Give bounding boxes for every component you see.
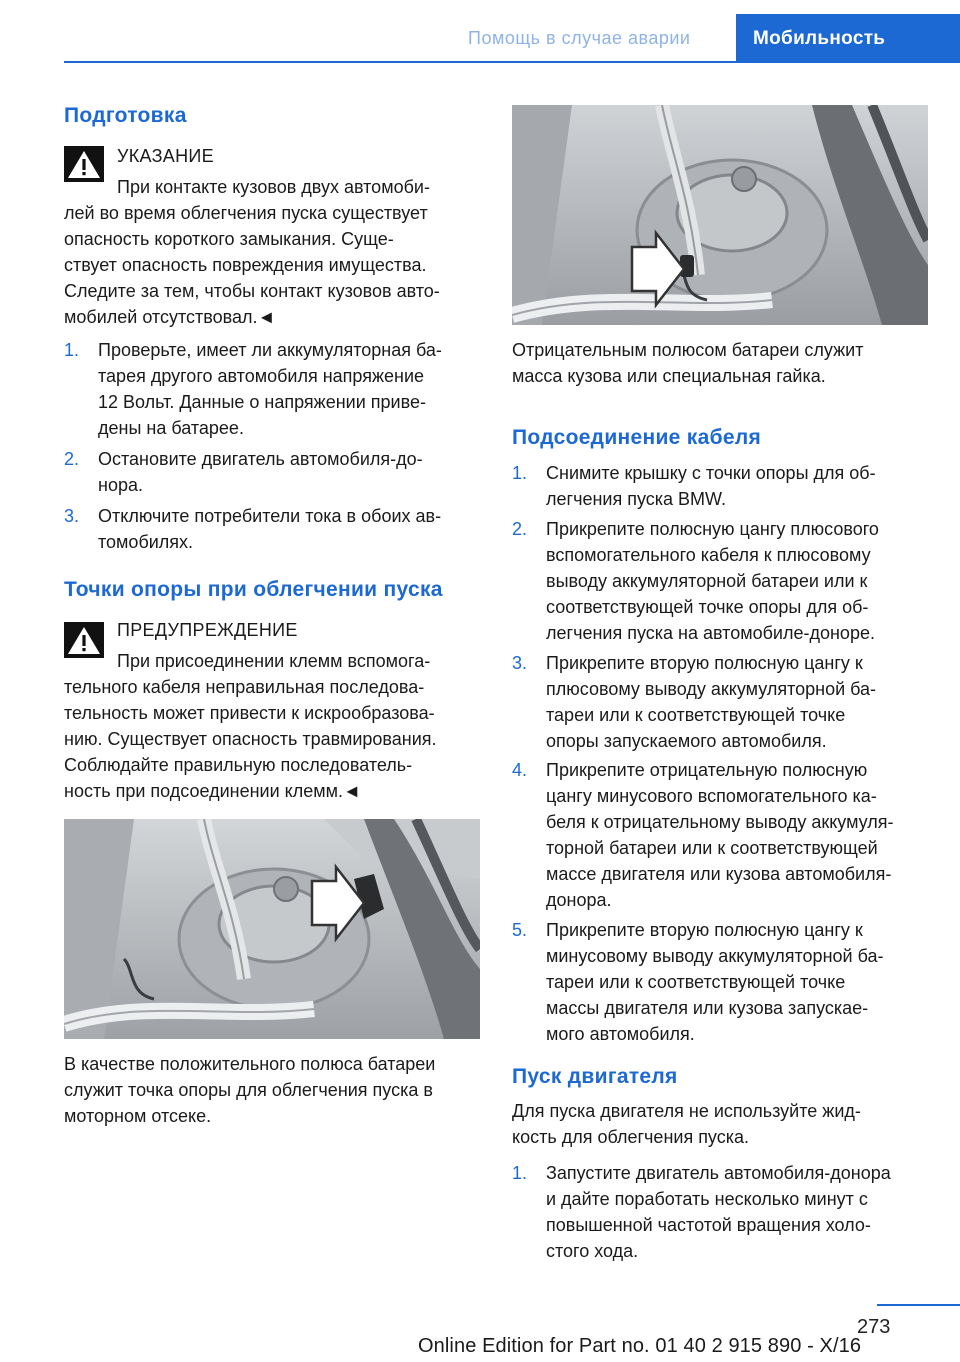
step-number: 3. xyxy=(512,653,528,673)
step-line: тареи или к соответствующей точке xyxy=(546,705,846,725)
step-line: Прикрепите вторую полюсную цангу к xyxy=(546,653,863,673)
step-line: 12 Вольт. Данные о напряжении приве- xyxy=(98,392,426,412)
step-line: выводу аккумуляторной батареи или к xyxy=(546,571,868,591)
step-line: нора. xyxy=(98,475,143,495)
footer-rule xyxy=(877,1304,960,1306)
positive-caption-line-3: моторном отсеке. xyxy=(64,1106,212,1126)
notice-line-6: мобилей отсутствовал.◄ xyxy=(64,307,276,327)
notice-label: УКАЗАНИЕ xyxy=(117,146,214,166)
notice-line-2: лей во время облегчения пуска существует xyxy=(64,203,428,223)
step-line: Запустите двигатель автомобиля-донора xyxy=(546,1163,891,1183)
warning-line-6: ность при подсоединении клемм.◄ xyxy=(64,781,361,801)
notice-line-4: ствует опасность повреждения имущества. xyxy=(64,255,427,275)
notice-line-5: Следите за тем, чтобы контакт кузовов авто- xyxy=(64,281,440,301)
negative-caption-line-2: масса кузова или специальная гайка. xyxy=(512,366,826,386)
warning-label: ПРЕДУПРЕЖДЕНИЕ xyxy=(117,620,298,640)
step-line: легчения пуска BMW. xyxy=(546,489,727,509)
step-line: донора. xyxy=(546,890,612,910)
step-line: тарея другого автомобиля напряжение xyxy=(98,366,425,386)
connect-heading: Подсоединение кабеля xyxy=(512,426,762,449)
step-line: опоры запускаемого автомобиля. xyxy=(546,731,827,751)
step-line: тареи или к соответствующей точке xyxy=(546,972,846,992)
step-line: минусовому выводу аккумуляторной ба- xyxy=(546,946,884,966)
step-line: дены на батарее. xyxy=(98,418,244,438)
step-line: массе двигателя или кузова автомобиля- xyxy=(546,864,892,884)
notice-line-3: опасность короткого замыкания. Суще- xyxy=(64,229,394,249)
notice-line-1: При контакте кузовов двух автомоби- xyxy=(117,177,430,197)
step-number: 1. xyxy=(64,340,80,360)
step-line: беля к отрицательному выводу аккумуля- xyxy=(546,812,894,832)
section-tab[interactable]: Помощь в случае аварии xyxy=(468,28,691,48)
step-line: плюсовому выводу аккумуляторной ба- xyxy=(546,679,877,699)
step-line: соответствующей точке опоры для об- xyxy=(546,597,869,617)
step-line: и дайте поработать несколько минут с xyxy=(546,1189,868,1209)
engine-bay-positive-photo xyxy=(64,819,480,1039)
step-number: 3. xyxy=(64,506,80,526)
step-line: Отключите потребители тока в обоих ав- xyxy=(98,506,442,526)
step-line: мого автомобиля. xyxy=(546,1024,695,1044)
start-intro-line-1: Для пуска двигателя не используйте жид- xyxy=(512,1101,861,1121)
start-heading: Пуск двигателя xyxy=(512,1065,678,1088)
warning-line-1: При присоединении клемм вспомога- xyxy=(117,651,431,671)
step-number: 1. xyxy=(512,1163,528,1183)
step-number: 5. xyxy=(512,920,528,940)
prep-heading: Подготовка xyxy=(64,104,187,127)
engine-bay-negative-photo xyxy=(512,105,928,325)
step-line: Остановите двигатель автомобиля-до- xyxy=(98,449,423,469)
step-line: Проверьте, имеет ли аккумуляторная ба- xyxy=(98,340,442,360)
step-line: стого хода. xyxy=(546,1241,639,1261)
negative-caption-line-1: Отрицательным полюсом батареи служит xyxy=(512,340,864,360)
warning-triangle-icon xyxy=(64,146,104,182)
warning-line-4: нию. Существует опасность травмирования. xyxy=(64,729,437,749)
step-line: торной батареи или к соответствующей xyxy=(546,838,878,858)
header-rule xyxy=(64,61,960,63)
warning-line-3: тельность может привести к искрообразова- xyxy=(64,703,435,723)
page-number: 273 xyxy=(857,1316,891,1338)
step-number: 4. xyxy=(512,760,528,780)
page-header xyxy=(0,0,960,62)
step-line: Прикрепите полюсную цангу плюсового xyxy=(546,519,879,539)
step-number: 2. xyxy=(64,449,80,469)
step-line: вспомогательного кабеля к плюсовому xyxy=(546,545,871,565)
warning-line-5: Соблюдайте правильную последователь- xyxy=(64,755,413,775)
step-line: легчения пуска на автомобиле-доноре. xyxy=(546,623,875,643)
positive-caption-line-2: служит точка опоры для облегчения пуска в xyxy=(64,1080,433,1100)
step-line: массы двигателя или кузова запускае- xyxy=(546,998,869,1018)
start-intro-line-2: кость для облегчения пуска. xyxy=(512,1127,750,1147)
warning-line-2: тельного кабеля неправильная последова- xyxy=(64,677,425,697)
step-line: томобилях. xyxy=(98,532,194,552)
step-line: Прикрепите вторую полюсную цангу к xyxy=(546,920,863,940)
positive-caption-line-1: В качестве положительного полюса батареи xyxy=(64,1054,436,1074)
step-line: цангу минусового вспомогательного ка- xyxy=(546,786,877,806)
step-line: Прикрепите отрицательную полюсную xyxy=(546,760,868,780)
step-line: Снимите крышку с точки опоры для об- xyxy=(546,463,876,483)
step-number: 1. xyxy=(512,463,528,483)
points-heading: Точки опоры при облегчении пуска xyxy=(64,578,443,601)
edition-footer: Online Edition for Part no. 01 40 2 915 890 - X/16 xyxy=(418,1335,862,1357)
chapter-tab[interactable]: Мобильность xyxy=(736,14,960,62)
warning-triangle-icon xyxy=(64,622,104,658)
step-number: 2. xyxy=(512,519,528,539)
step-line: повышенной частотой вращения холо- xyxy=(546,1215,871,1235)
